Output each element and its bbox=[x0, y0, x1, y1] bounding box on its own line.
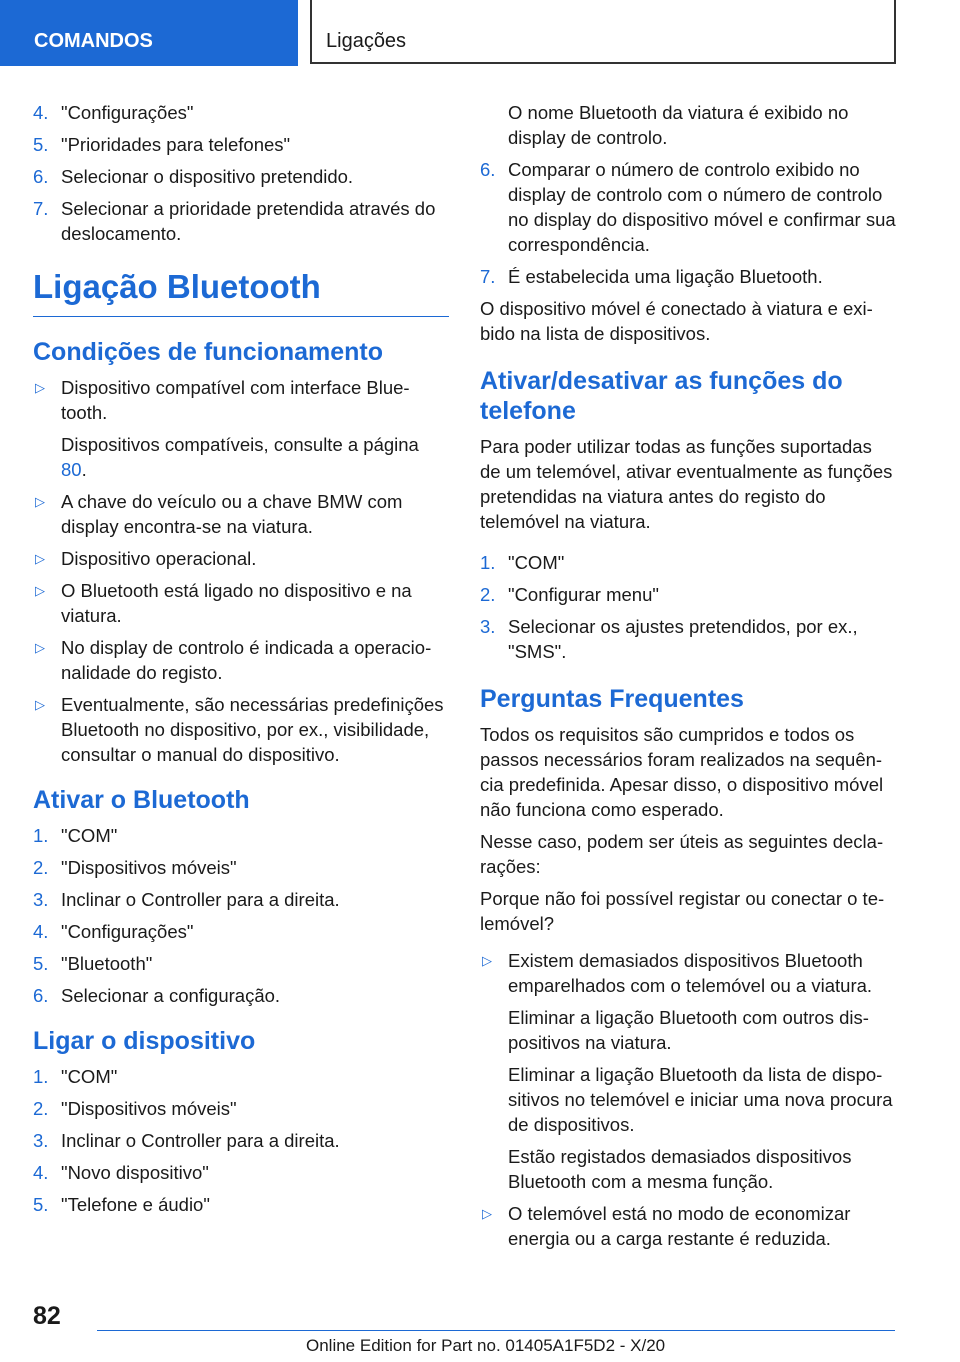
left-column bbox=[33, 100, 449, 1224]
list-item: 5. "Prioridades para telefones" bbox=[33, 134, 291, 155]
triangle-bullet-icon: ▷ bbox=[35, 640, 45, 655]
section-tab: COMANDOS bbox=[0, 0, 298, 66]
bullet-item: ▷ Eventualmente, são necessárias predefinições Bluetooth no dispositivo, por ex., visibilidade, consultar o manual do dispositivo. bbox=[35, 694, 444, 765]
bullet-continuation: Eliminar a ligação Bluetooth da lista de dispositivos no telemóvel e iniciar uma nova procura de dispositivos. bbox=[508, 1064, 893, 1135]
bullet-continuation: Eliminar a ligação Bluetooth com outros dispositivos na viatura. bbox=[508, 1007, 869, 1053]
triangle-bullet-icon: ▷ bbox=[482, 953, 492, 968]
list-item: 4. "Novo dispositivo" bbox=[33, 1162, 209, 1183]
paragraph: Porque não foi possível registar ou conectar o telemóvel? bbox=[480, 888, 885, 934]
subsection-heading: Ligar o dispositivo bbox=[33, 1027, 256, 1055]
list-item: 1. "COM" bbox=[33, 1066, 118, 1087]
page-header bbox=[0, 0, 960, 66]
list-item: 3. Inclinar o Controller para a direita. bbox=[33, 1130, 340, 1151]
triangle-bullet-icon: ▷ bbox=[35, 380, 45, 395]
list-item: 6. Selecionar o dispositivo pretendido. bbox=[33, 166, 354, 187]
paragraph: Para poder utilizar todas as funções suportadas de um telemóvel, ativar eventualmente as funções pretendidas na viatura antes do registo do telemóvel na viatura. bbox=[480, 436, 893, 532]
list-item: 2. "Dispositivos móveis" bbox=[33, 857, 237, 878]
bullet-item: ▷ Dispositivo operacional. bbox=[35, 548, 257, 569]
subsection-heading: Ativar/desativar as funções do telefone bbox=[480, 367, 843, 425]
bullet-item: ▷ A chave do veículo ou a chave BMW com display encontra-se na viatura. bbox=[35, 491, 403, 537]
paragraph: O dispositivo móvel é conectado à viatura e exibido na lista de dispositivos. bbox=[480, 298, 873, 344]
bullet-item: ▷ O telemóvel está no modo de economizar energia ou a carga restante é reduzida. bbox=[482, 1203, 851, 1249]
list-item: 3. Selecionar os ajustes pretendidos, por ex., "SMS". bbox=[480, 616, 858, 662]
list-item: 1. "COM" bbox=[33, 825, 118, 846]
bullet-item: ▷ Existem demasiados dispositivos Bluetooth emparelhados com o telemóvel ou a viatura. bbox=[482, 950, 873, 996]
subsection-heading: Perguntas Frequentes bbox=[480, 685, 744, 713]
paragraph: Nesse caso, podem ser úteis as seguintes declarações: bbox=[480, 831, 884, 877]
bullet-item: ▷ No display de controlo é indicada a operacionalidade do registo. bbox=[35, 637, 432, 683]
page-number: 82 bbox=[33, 1302, 61, 1330]
list-item: 4. "Configurações" bbox=[33, 921, 194, 942]
list-item: 2. "Configurar menu" bbox=[480, 584, 659, 605]
paragraph: Todos os requisitos são cumpridos e todos os passos necessários foram realizados na sequência predefinida. Apesar disso, o dispositivo móvel não funciona como esperado. bbox=[480, 724, 884, 820]
list-item: 5. "Telefone e áudio" bbox=[33, 1194, 210, 1215]
triangle-bullet-icon: ▷ bbox=[482, 1206, 492, 1221]
section-heading: Ligação Bluetooth bbox=[33, 268, 449, 317]
list-item: 7. É estabelecida uma ligação Bluetooth. bbox=[480, 266, 823, 287]
list-item: 3. Inclinar o Controller para a direita. bbox=[33, 889, 340, 910]
list-item: 6. Comparar o número de controlo exibido no display de controlo com o número de controlo no display do dispositivo móvel e confirmar sua correspondência. bbox=[480, 159, 896, 255]
page-link[interactable]: 80 bbox=[61, 459, 82, 480]
footer-edition: Online Edition for Part no. 01405A1F5D2 - X/20 bbox=[306, 1336, 666, 1355]
triangle-bullet-icon: ▷ bbox=[35, 551, 45, 566]
bullet-continuation: Dispositivos compatíveis, consulte a página 80. bbox=[61, 434, 419, 480]
right-column bbox=[480, 100, 896, 1258]
chapter-title: Ligações bbox=[310, 0, 896, 64]
list-item: 7. Selecionar a prioridade pretendida através do deslocamento. bbox=[33, 198, 436, 244]
list-item: 1. "COM" bbox=[480, 552, 565, 573]
list-item: 6. Selecionar a configuração. bbox=[33, 985, 281, 1006]
triangle-bullet-icon: ▷ bbox=[35, 697, 45, 712]
triangle-bullet-icon: ▷ bbox=[35, 494, 45, 509]
list-item: 5. "Bluetooth" bbox=[33, 953, 153, 974]
bullet-item: ▷ O Bluetooth está ligado no dispositivo e na viatura. bbox=[35, 580, 412, 626]
triangle-bullet-icon: ▷ bbox=[35, 583, 45, 598]
bullet-item: ▷ Dispositivo compatível com interface Bluetooth. bbox=[35, 377, 410, 423]
list-item: 2. "Dispositivos móveis" bbox=[33, 1098, 237, 1119]
footer-divider bbox=[97, 1330, 895, 1331]
subsection-heading: Ativar o Bluetooth bbox=[33, 786, 250, 814]
list-item: 4. "Configurações" bbox=[33, 102, 194, 123]
bullet-continuation: Estão registados demasiados dispositivos Bluetooth com a mesma função. bbox=[508, 1146, 852, 1192]
step-continuation: O nome Bluetooth da viatura é exibido no display de controlo. bbox=[508, 102, 849, 148]
subsection-heading: Condições de funcionamento bbox=[33, 338, 384, 366]
